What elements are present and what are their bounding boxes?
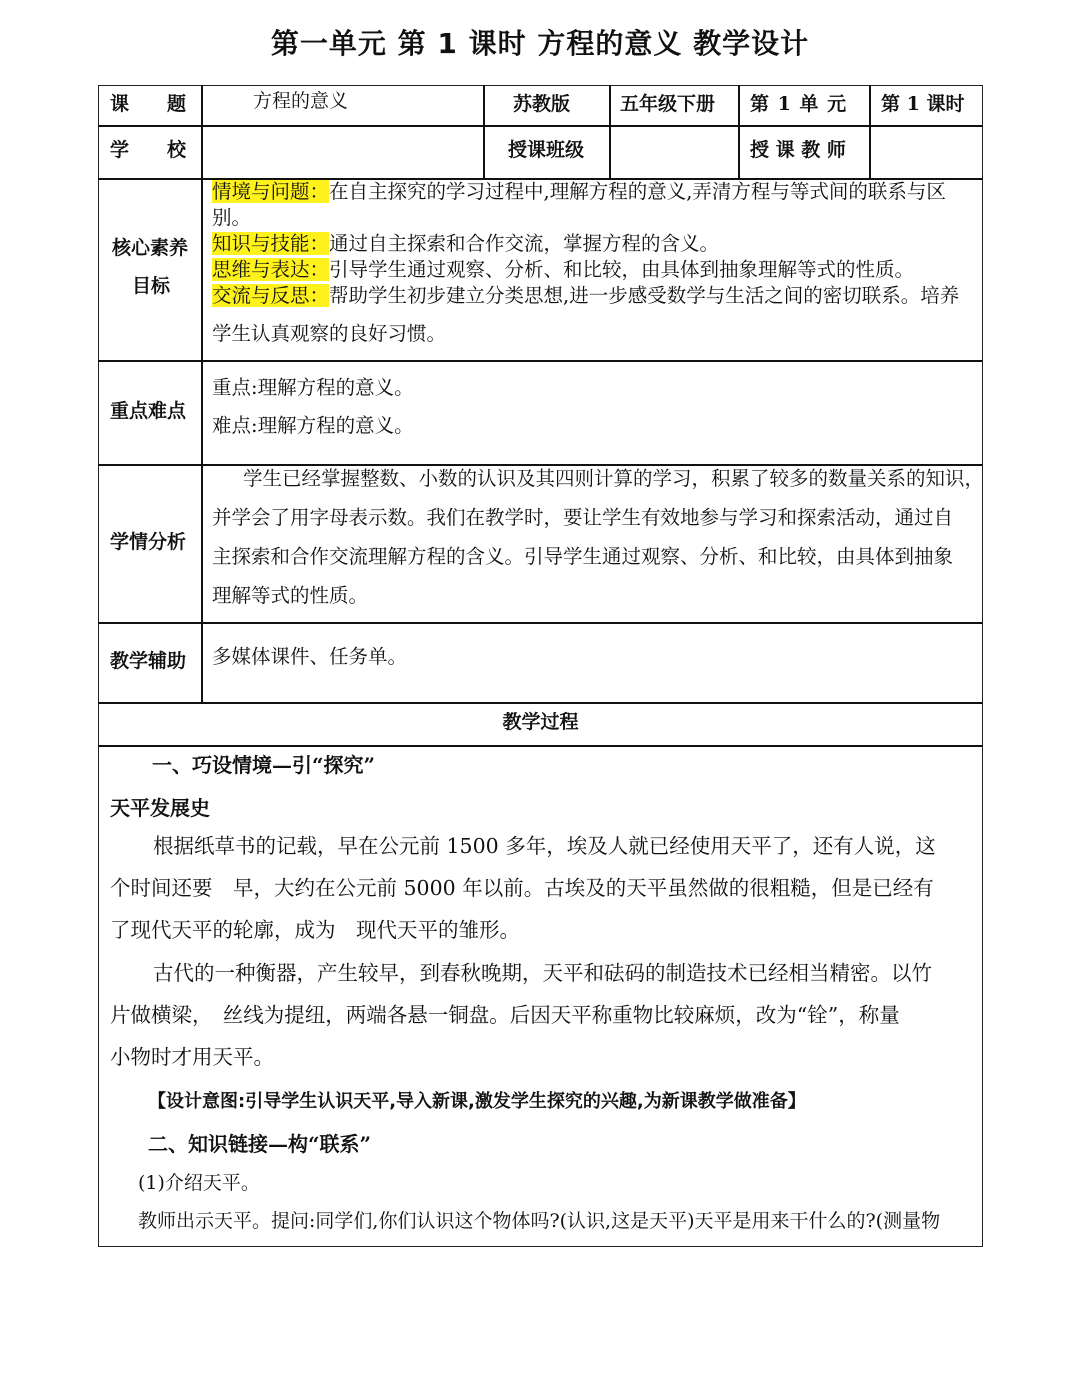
document-title: 第一单元 第 1 课时 方程的意义 教学设计	[270, 27, 810, 60]
body-line: (1)介绍天平。	[138, 1172, 260, 1194]
column-divider	[738, 85, 740, 178]
analysis-line: 并学会了用字母表示数。我们在教学时，要让学生有效地参与学习和探索活动，通过自	[212, 506, 954, 529]
school-label: 学 校	[110, 139, 187, 161]
goal-key: 知识与技能：	[212, 232, 330, 255]
column-divider	[609, 85, 611, 178]
process-heading: 教学过程	[502, 711, 579, 733]
topic-value: 方程的意义	[253, 90, 349, 112]
goal-key: 思维与表达：	[212, 258, 330, 281]
body-line: 片做横梁， 丝线为提纽，两端各悬一铜盘。后因天平称重物比较麻烦，改为“铨”，称量	[110, 1003, 900, 1027]
analysis-label: 学情分析	[110, 531, 187, 553]
row-divider	[98, 622, 983, 624]
section-heading: 一、巧设情境—引“探究”	[152, 753, 376, 777]
goals-label: 核心素养	[112, 237, 189, 259]
row-divider	[98, 125, 983, 127]
publisher: 苏教版	[513, 93, 571, 115]
goal-item-cont: 学生认真观察的良好习惯。	[212, 322, 447, 345]
goal-key: 交流与反思：	[212, 284, 330, 307]
row-divider	[98, 702, 983, 704]
row-divider	[98, 745, 983, 747]
class-label: 授课班级	[508, 139, 585, 161]
keypoints-label: 重点难点	[110, 400, 187, 422]
section-heading: 二、知识链接—构“联系”	[148, 1132, 372, 1156]
focus-text: 重点:理解方程的意义。	[212, 376, 414, 399]
column-divider	[201, 85, 203, 702]
row-divider	[98, 360, 983, 362]
goal-item: 情境与问题：在自主探究的学习过程中,理解方程的意义,弄清方程与等式间的联系与区	[212, 180, 946, 203]
topic-label: 课 题	[110, 93, 187, 115]
body-line: 教师出示天平。提问:同学们,你们认识这个物体吗?(认识,这是天平)天平是用来干什么的?(测量物	[138, 1210, 941, 1232]
column-divider	[483, 85, 485, 178]
unit: 第 1 单 元	[750, 93, 847, 115]
goals-label-line2: 目标	[132, 275, 171, 297]
goal-item: 交流与反思：帮助学生初步建立分类思想,进一步感受数学与生活之间的密切联系。培养	[212, 284, 960, 307]
body-line: 根据纸草书的记载，早在公元前 1500 多年，埃及人就已经使用天平了，还有人说，这	[153, 834, 936, 858]
goal-item: 知识与技能：通过自主探索和合作交流，掌握方程的含义。	[212, 232, 720, 255]
teacher-label: 授 课 教 师	[750, 139, 846, 161]
analysis-line: 主探索和合作交流理解方程的含义。引导学生通过观察、分析、和比较，由具体到抽象	[212, 545, 954, 568]
column-divider	[869, 85, 871, 178]
design-note: 【设计意图:引导学生认识天平,导入新课,激发学生探究的兴趣,为新课教学做准备】	[148, 1091, 806, 1112]
aids-value: 多媒体课件、任务单。	[212, 645, 408, 668]
body-line: 古代的一种衡器，产生较早，到春秋晚期，天平和砝码的制造技术已经相当精密。以竹	[153, 961, 932, 985]
analysis-line: 理解等式的性质。	[212, 584, 369, 607]
analysis-line: 学生已经掌握整数、小数的认识及其四则计算的学习，积累了较多的数量关系的知识，	[243, 467, 985, 490]
goal-key: 情境与问题：	[212, 180, 330, 203]
body-line: 小物时才用天平。	[110, 1045, 274, 1069]
difficulty-text: 难点:理解方程的意义。	[212, 414, 414, 437]
aids-label: 教学辅助	[110, 650, 187, 672]
subheading: 天平发展史	[110, 796, 210, 820]
body-line: 了现代天平的轮廓，成为 现代天平的雏形。	[110, 918, 520, 942]
lesson-number: 第 1 课时	[881, 93, 965, 115]
goal-item-cont: 别。	[212, 206, 252, 229]
grade: 五年级下册	[620, 93, 716, 115]
body-line: 个时间还要 早，大约在公元前 5000 年以前。古埃及的天平虽然做的很粗糙，但是已经有	[110, 876, 934, 900]
goal-item: 思维与表达：引导学生通过观察、分析、和比较，由具体到抽象理解等式的性质。	[212, 258, 915, 281]
